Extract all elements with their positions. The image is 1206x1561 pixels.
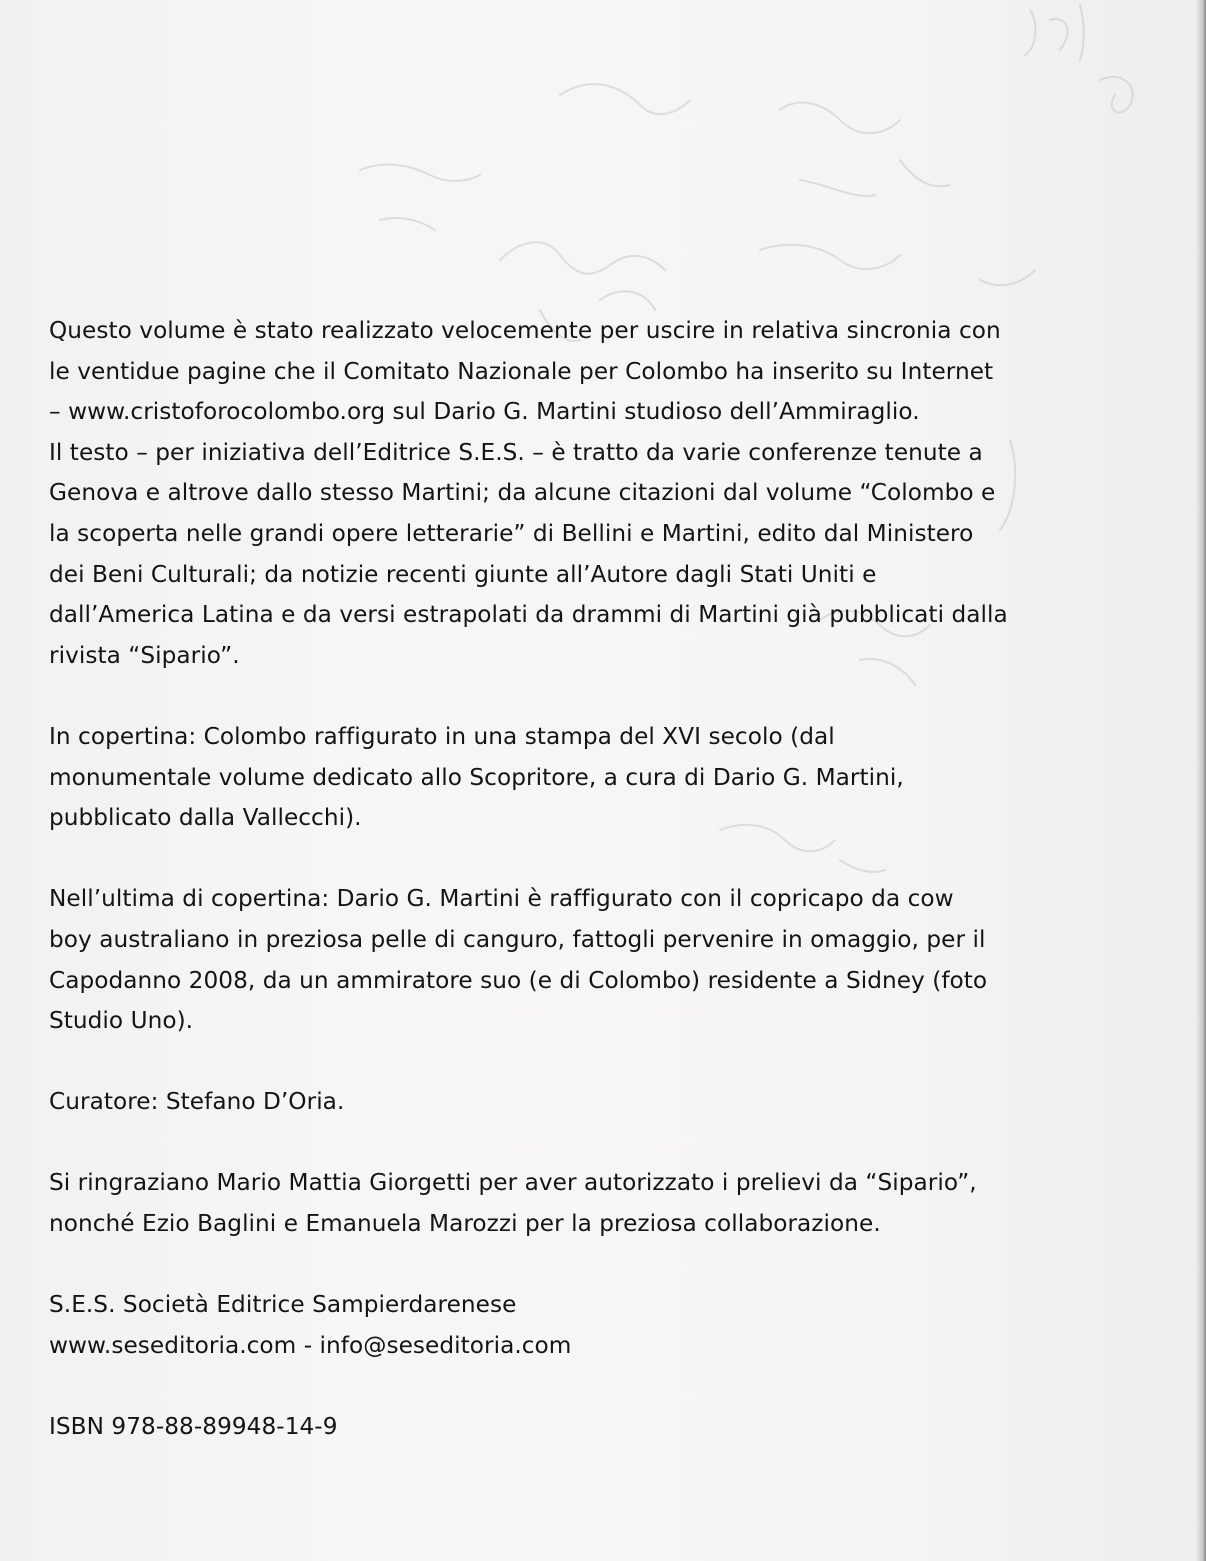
text-line: Il testo – per iniziativa dell’Editrice S.E.S. – è tratto da varie conferenze tenute a <box>49 438 983 466</box>
text-line: boy australiano in preziosa pelle di canguro, fattogli pervenire in omaggio, per il <box>49 925 986 953</box>
text-line: monumentale volume dedicato allo Scopritore, a cura di Dario G. Martini, <box>49 763 904 791</box>
text-line: In copertina: Colombo raffigurato in una stampa del XVI secolo (dal <box>49 722 835 750</box>
curator-line: Curatore: Stefano D’Oria. <box>49 1088 345 1116</box>
text-line: rivista “Sipario”. <box>49 641 240 669</box>
text-line: Si ringraziano Mario Mattia Giorgetti per aver autorizzato i prelievi da “Sipario”, <box>49 1169 977 1197</box>
text-line: nonché Ezio Baglini e Emanuela Marozzi per la preziosa collaborazione. <box>49 1210 881 1238</box>
isbn-line: ISBN 978-88-89948-14-9 <box>49 1413 338 1441</box>
text-line: Questo volume è stato realizzato velocemente per uscire in relativa sincronia con <box>49 317 1001 344</box>
cover-paragraph <box>49 717 1179 839</box>
text-line: – www.cristoforocolombo.org sul Dario G. Martini studioso dell’Ammiraglio. <box>49 398 920 426</box>
text-line: dei Beni Culturali; da notizie recenti giunte all’Autore dagli Stati Uniti e <box>49 560 877 588</box>
curator-paragraph <box>49 1082 1179 1123</box>
text-line: Nell’ultima di copertina: Dario G. Martini è raffigurato con il copricapo da cow <box>49 885 954 913</box>
isbn-paragraph <box>49 1407 1179 1448</box>
text-line: Capodanno 2008, da un ammiratore suo (e di Colombo) residente a Sidney (foto <box>49 966 988 994</box>
intro-paragraph <box>49 311 1179 676</box>
text-line: Studio Uno). <box>49 1007 194 1035</box>
publisher-contacts: www.seseditoria.com - info@seseditoria.com <box>49 1331 572 1359</box>
publisher-name: S.E.S. Società Editrice Sampierdarenese <box>49 1291 517 1319</box>
page-edge-shadow <box>1196 0 1206 1561</box>
back-cover-paragraph <box>49 879 1179 1041</box>
text-line: le ventidue pagine che il Comitato Nazionale per Colombo ha inserito su Internet <box>49 357 994 385</box>
text-line: Genova e altrove dallo stesso Martini; da alcune citazioni dal volume “Colombo e <box>49 479 996 507</box>
colophon-text <box>49 311 1179 1488</box>
text-line: pubblicato dalla Vallecchi). <box>49 804 362 832</box>
thanks-paragraph <box>49 1163 1179 1244</box>
publisher-paragraph <box>49 1285 1179 1366</box>
text-line: dall’America Latina e da versi estrapolati da drammi di Martini già pubblicati dalla <box>49 601 1008 629</box>
text-line: la scoperta nelle grandi opere letterarie” di Bellini e Martini, edito dal Ministero <box>49 519 974 547</box>
